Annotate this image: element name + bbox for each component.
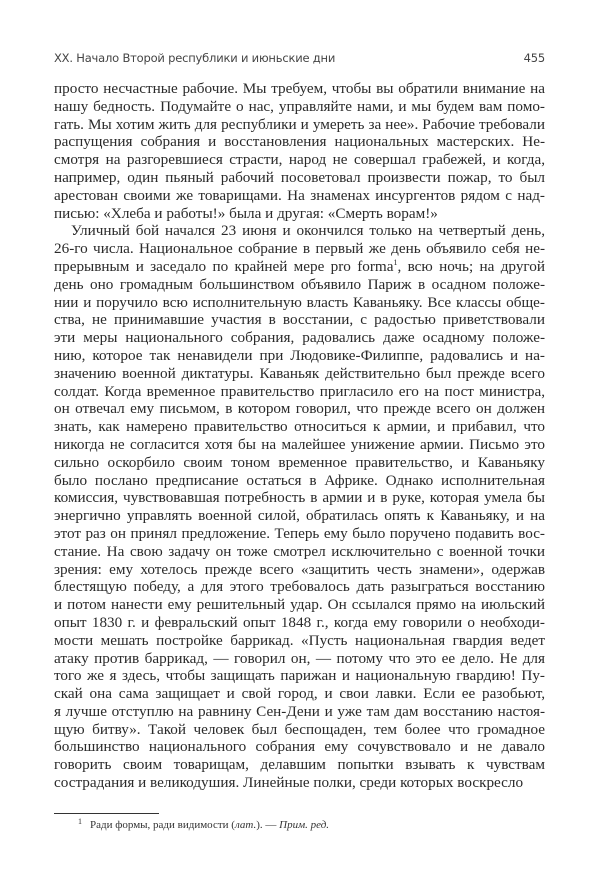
text-line [54,578,545,596]
text-line-content: просто несчастные рабочие. Мы требуем, чтобы вы обратили внимание на [54,80,545,97]
text-line [54,489,545,507]
text-line-content: ства, не принимавшие участия в восстании, с радостью приветствовали [54,311,545,329]
text-line-content: нии и поручило всю исполнительную власть Каваньяку. Все классы обще- [54,293,545,311]
text-line-content: день оно громадным большинством объявило Париж в осадном положе- [54,275,545,293]
footnote-lang: лат. [234,819,257,831]
text-line-content: знать, как намерено правительство относиться к армии, и прибавил, что [54,418,545,436]
text-line [54,703,545,721]
text-line [54,667,545,685]
text-line [54,507,545,525]
text-line-content: солдат. Когда временное правительство пригласило его на пост министра, [54,382,545,400]
text-line-content: 26-го числа. Национальное собрание в первый же день объявило себя не- [54,240,545,258]
text-line-content: этот раз он принял предложение. Теперь ему было поручено подавить вос- [54,524,545,542]
text-line-content: распущения собрания и восстановления национальных мастерских. Не- [54,133,545,151]
text-line [54,133,545,151]
text-line-content: нашу бедность. Подумайте о нас, управляйте нами, и мы будем вам помо- [54,97,545,115]
footnote-divider [54,813,159,814]
text-line [54,365,545,383]
running-header [54,51,545,69]
text-line [54,276,545,294]
text-line-content: например, один пьяный рабочий посоветовал произвести пожар, то был [54,168,545,186]
text-line [54,116,545,134]
text-line [54,222,545,240]
text-line [54,258,545,276]
text-line [54,311,545,329]
text-line [54,685,545,703]
body-text [54,80,545,792]
text-line [54,614,545,632]
text-line-content: щую битву». Такой человек был беспощаден, тем более что громадное [54,720,545,738]
text-line-content: атаку против баррикад, — говорил он, — потому что это ее дело. Не для [54,649,545,667]
text-line [54,454,545,472]
text-line [54,596,545,614]
text-line-content: нию, которое так ненавидели при Людовике-Филиппе, радовались и на- [54,346,545,364]
chapter-title: XX. Начало Второй республики и июньские дни [54,51,336,65]
text-line-content: блестящую победу, а для этого требовалось дать разыграться восстанию [54,578,545,596]
text-line [54,543,545,561]
text-line [54,187,545,205]
text-line-content: писью: «Хлеба и работы!» была и другая: «Смерть ворам!» [54,204,438,222]
text-line-content: прерывным и заседало по крайней мере pro forma [54,257,394,275]
text-line-content: я лучше отступлю на равнину Сен-Дени и уже там дам восстанию настоя- [54,702,545,720]
text-line-content: он отвечал ему письмом, в котором говорил, что прежде всего он должен [54,400,545,418]
text-line [54,721,545,739]
text-line-content: гать. Мы хотим жить для республики и умереть за нее». Рабочие требовали [54,115,545,133]
text-line [54,756,545,774]
text-line [54,632,545,650]
text-line-content: большинство национального собрания ему сочувствовало и не давало [54,738,545,756]
text-line-content: опыт 1830 г. и февральский опыт 1848 г., когда ему говорили о необходи- [54,613,545,631]
text-line-content: эти меры национального собрания, радовались даже осадному положе- [54,329,545,347]
text-line [54,472,545,490]
text-line-content: мости мешать постройке баррикад. «Пусть национальная гвардия ведет [54,631,545,649]
text-line-content: было послано предписание остаться в Африке. Однако исполнительная [54,471,545,489]
text-line-content: Уличный бой начался 23 июня и окончился только на четвертый день, [71,222,545,240]
text-line [54,240,545,258]
text-line-content: того же я здесь, чтобы защищать парижан и национальную гвардию! Пу- [54,667,545,685]
text-line [54,383,545,401]
text-line [54,738,545,756]
text-line-content: сострадания и великодушия. Линейные полки, среди которых воскресло [54,774,524,792]
text-line [54,98,545,116]
text-line-content: говорить своим товарищам, делавшим попытки взывать к чувствам [54,756,545,774]
footnote-number: 1 [78,817,82,826]
text-line-content: скай она сама защищает и свой город, и свои лавки. Если ее разобьют, [54,685,545,703]
text-line-content: значению военной диктатуры. Каваньяк действительно был прежде всего [54,364,545,382]
text-line-content: и потом нанести ему решительный удар. Он ссылался прямо на июльский [54,596,545,614]
text-line-content: энергично управлять военной силой, обратилась опять к Каваньяку, и на [54,507,545,525]
text-line-content: сильно оскорбило своим тоном временное правительство, и Каваньяку [54,453,545,471]
text-line [54,650,545,668]
text-line [54,400,545,418]
footnote-text: Ради формы, ради видимости ( [90,819,235,831]
footnote-text-2: ). — [256,819,280,831]
text-line [54,561,545,579]
text-line-content: арестован своими же товарищами. На знаменах инсургентов рядом с над- [54,186,545,204]
text-line-content: , всю ночь; на другой [397,257,545,275]
text-line [54,80,545,98]
text-line-content: стание. На свою задачу он тоже смотрел исключительно с военной точки [54,542,545,560]
text-line-content: никогда не согласится хотя бы на малейшее унижение армии. Письмо это [54,435,545,453]
text-line-content: смотря на разгоревшиеся страсти, народ не совершал грабежей, и когда, [54,151,545,169]
footnote-reference[interactable]: 1 [393,257,398,267]
page-number: 455 [523,51,545,65]
text-line-content: комиссия, чувствовавшая потребность в армии и в руке, которая умела бы [54,489,545,507]
text-line [54,205,545,223]
footnote [78,817,329,831]
footnote-editor-note: Прим. ред. [279,819,330,831]
text-line [54,329,545,347]
text-line [54,169,545,187]
text-line [54,436,545,454]
text-line [54,294,545,312]
text-line [54,418,545,436]
text-line-content: зрения: ему хотелось прежде всего «защитить честь знамени», одержав [54,560,545,578]
text-line [54,347,545,365]
text-line [54,525,545,543]
text-line [54,774,545,792]
text-line [54,151,545,169]
